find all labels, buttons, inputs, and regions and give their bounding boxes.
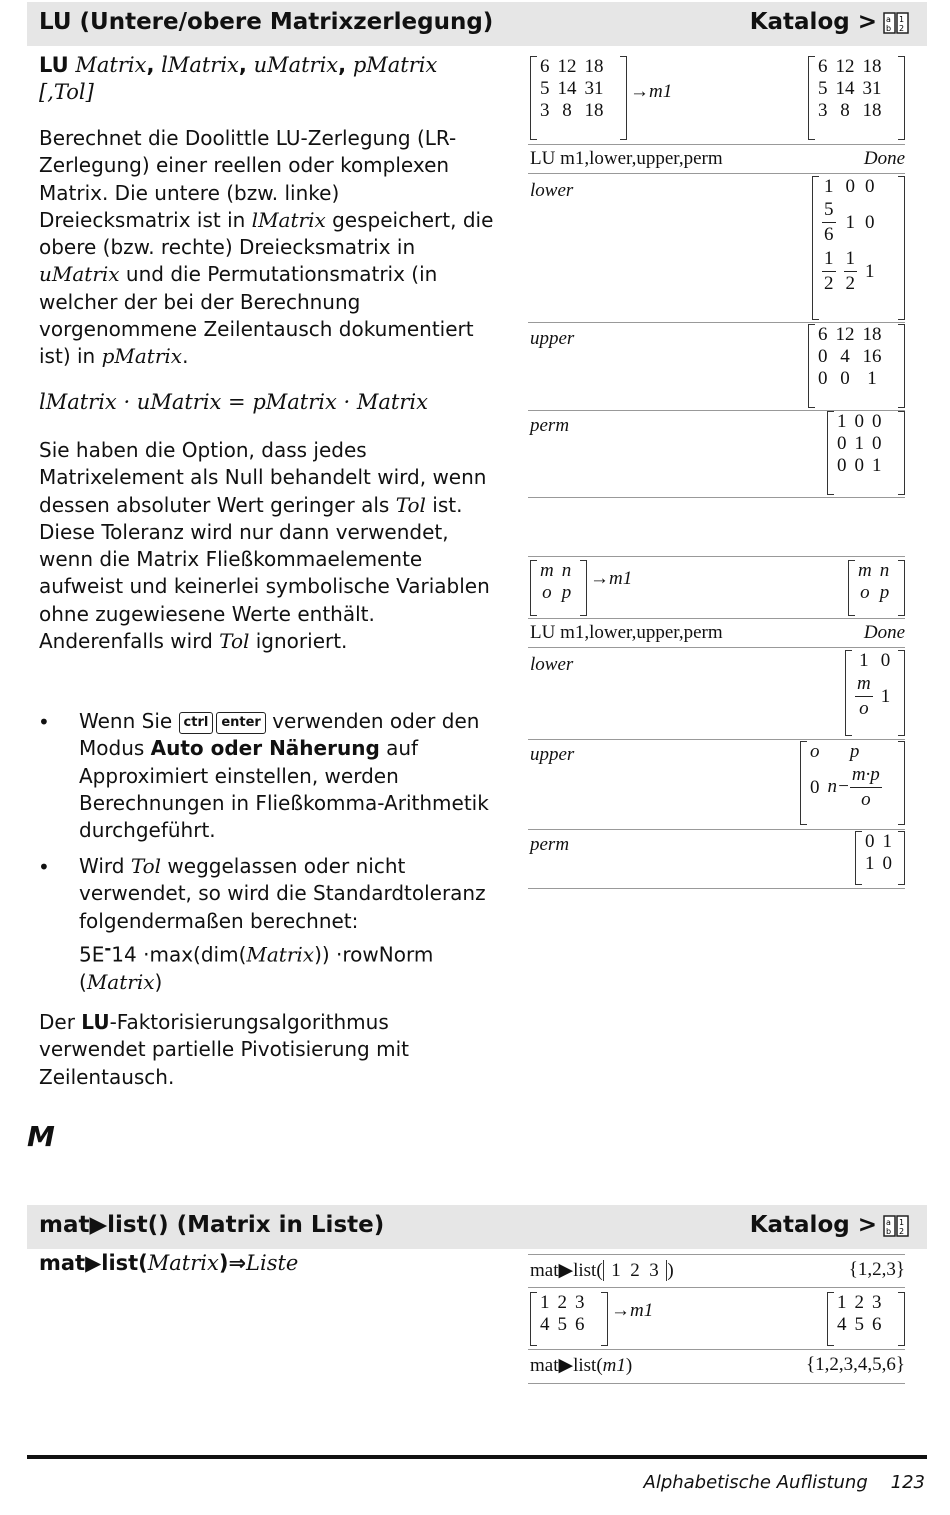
lower-label: lower [530,654,574,675]
perm-label: perm [530,415,570,436]
perm-matrix-1: 1 0 0 0 1 0 0 0 1 [827,411,905,495]
svg-text:a: a [886,1218,891,1227]
done-result: Done [863,622,905,643]
lu-command-2: LU m1,lower,upper,perm [530,622,723,643]
catalog-book-icon [883,1214,909,1238]
matrix-2x3-output: 1 2 3 4 5 6 [827,1292,905,1346]
svg-text:2: 2 [899,24,905,33]
matrix-2x3-input: 1 2 3 4 5 6 [530,1292,608,1346]
bullet-default-tol: Wird Tol weggelassen oder nicht verwendet, so wird die Standardtoleranz folgendermaßen berechnet: 5E-14 ·max(dim(Matrix)) ·rowNorm (Matrix) [79,854,486,994]
lower-label: lower [530,180,574,201]
section-title: mat▶list() (Matrix in Liste) [39,1212,385,1238]
katalog-label: Katalog > [749,9,877,35]
upper-matrix-1: 6 12 18 0 4 16 0 0 1 [808,324,905,408]
svg-text:a: a [886,15,891,24]
section-header-lu [27,2,927,46]
lower-matrix-1: 1 0 0 $\frac{5}{6}$ 1 0 $\frac{1}{2}$ $\frac{1}{2}$ 1 [812,176,905,320]
svg-text:b: b [886,1227,892,1236]
enter-key-icon: enter [216,712,266,734]
upper-label: upper [530,744,575,765]
matrix-m1-output: 6 12 18 5 14 31 3 8 18 [808,56,905,140]
symbolic-matrix-output: m n o p [848,560,905,616]
lu-description: Berechnet die Doolittle LU-Zerlegung (LR-Zerlegung) einer reellen oder komplexen Matrix. Die untere (bzw. linke) Dreiecksmatrix ist in lMatrix gespeichert, die obere (bzw. rechte) Dreiecksmatrix in uMatrix und die Permutationsmatrix (in welcher der bei der Berechnung vorgenommene Zeilentausch dokumentiert ist) in pMatrix. [39,126,494,369]
page-number: 123 [890,1472,925,1493]
perm-label: perm [530,834,570,855]
store-arrow: →m1 [630,81,673,102]
lu-tolerance-text: Sie haben die Option, dass jedes Matrixelement als Null behandelt wird, wenn dessen absoluter Wert geringer als Tol ist. Diese Toleranz wird nur dann verwendet, wenn die Matrix Fließkommaelemente aufweist und keinerlei symbolische Variablen ohne zugewiesene Werte enthält. Anderenfalls wird Tol ignoriert. [39,438,490,654]
svg-text:1: 1 [899,1218,905,1227]
upper-matrix-2: o p 0 n− $\frac{m\cdot p}{o}$ [800,741,905,825]
lu-formula: lMatrix · uMatrix = pMatrix · Matrix [39,390,428,414]
svg-text:2: 2 [899,1227,905,1236]
symbolic-matrix-input: m n o p [530,560,587,616]
lu-closing-text: Der LU-Faktorisierungsalgorithmus verwendet partielle Pivotisierung mit Zeilentausch. [39,1010,409,1089]
footer-text: Alphabetische Auflistung [643,1472,868,1493]
page-footer [644,1472,926,1493]
bullet-approx: Wenn Sie ctrl enter verwenden oder den Modus Auto oder Näherung auf Approximiert einstellen, werden Berechnungen in Fließkomma-Arithmetik durchgeführt. [79,709,489,843]
store-arrow: →m1 [611,1300,654,1321]
matlist-syntax: mat▶list(Matrix)⇒Liste [39,1251,299,1275]
footer-rule [27,1455,927,1459]
catalog-book-icon [883,11,909,35]
matlist-command-1: mat▶list( 1 2 3 ) [530,1260,674,1281]
matlist-result-1: {1,2,3} [848,1259,905,1280]
store-arrow: →m1 [590,568,633,589]
lu-syntax: LU Matrix, lMatrix, uMatrix, pMatrix [,Tol] [39,53,438,105]
matrix-m1-input: 6 12 18 5 14 31 3 8 18 [530,56,627,140]
svg-text:1: 1 [899,15,905,24]
katalog-label: Katalog > [749,1212,877,1238]
section-title: LU (Untere/obere Matrixzerlegung) [39,9,494,35]
done-result: Done [863,148,905,169]
lu-command-1: LU m1,lower,upper,perm [530,148,723,169]
bullet-marker: • [38,710,50,734]
lower-matrix-2: 1 0 $\frac{m}{o}$ 1 [845,650,905,736]
svg-text:b: b [886,24,892,33]
ctrl-key-icon: ctrl [179,712,214,734]
upper-label: upper [530,328,575,349]
section-letter: M [27,1120,55,1153]
matlist-result-2: {1,2,3,4,5,6} [806,1354,905,1375]
bullet-marker: • [38,855,50,879]
section-header-matlist [27,1205,927,1249]
matlist-command-2: mat▶list(m1) [530,1355,633,1376]
perm-matrix-2: 0 1 1 0 [855,831,905,885]
